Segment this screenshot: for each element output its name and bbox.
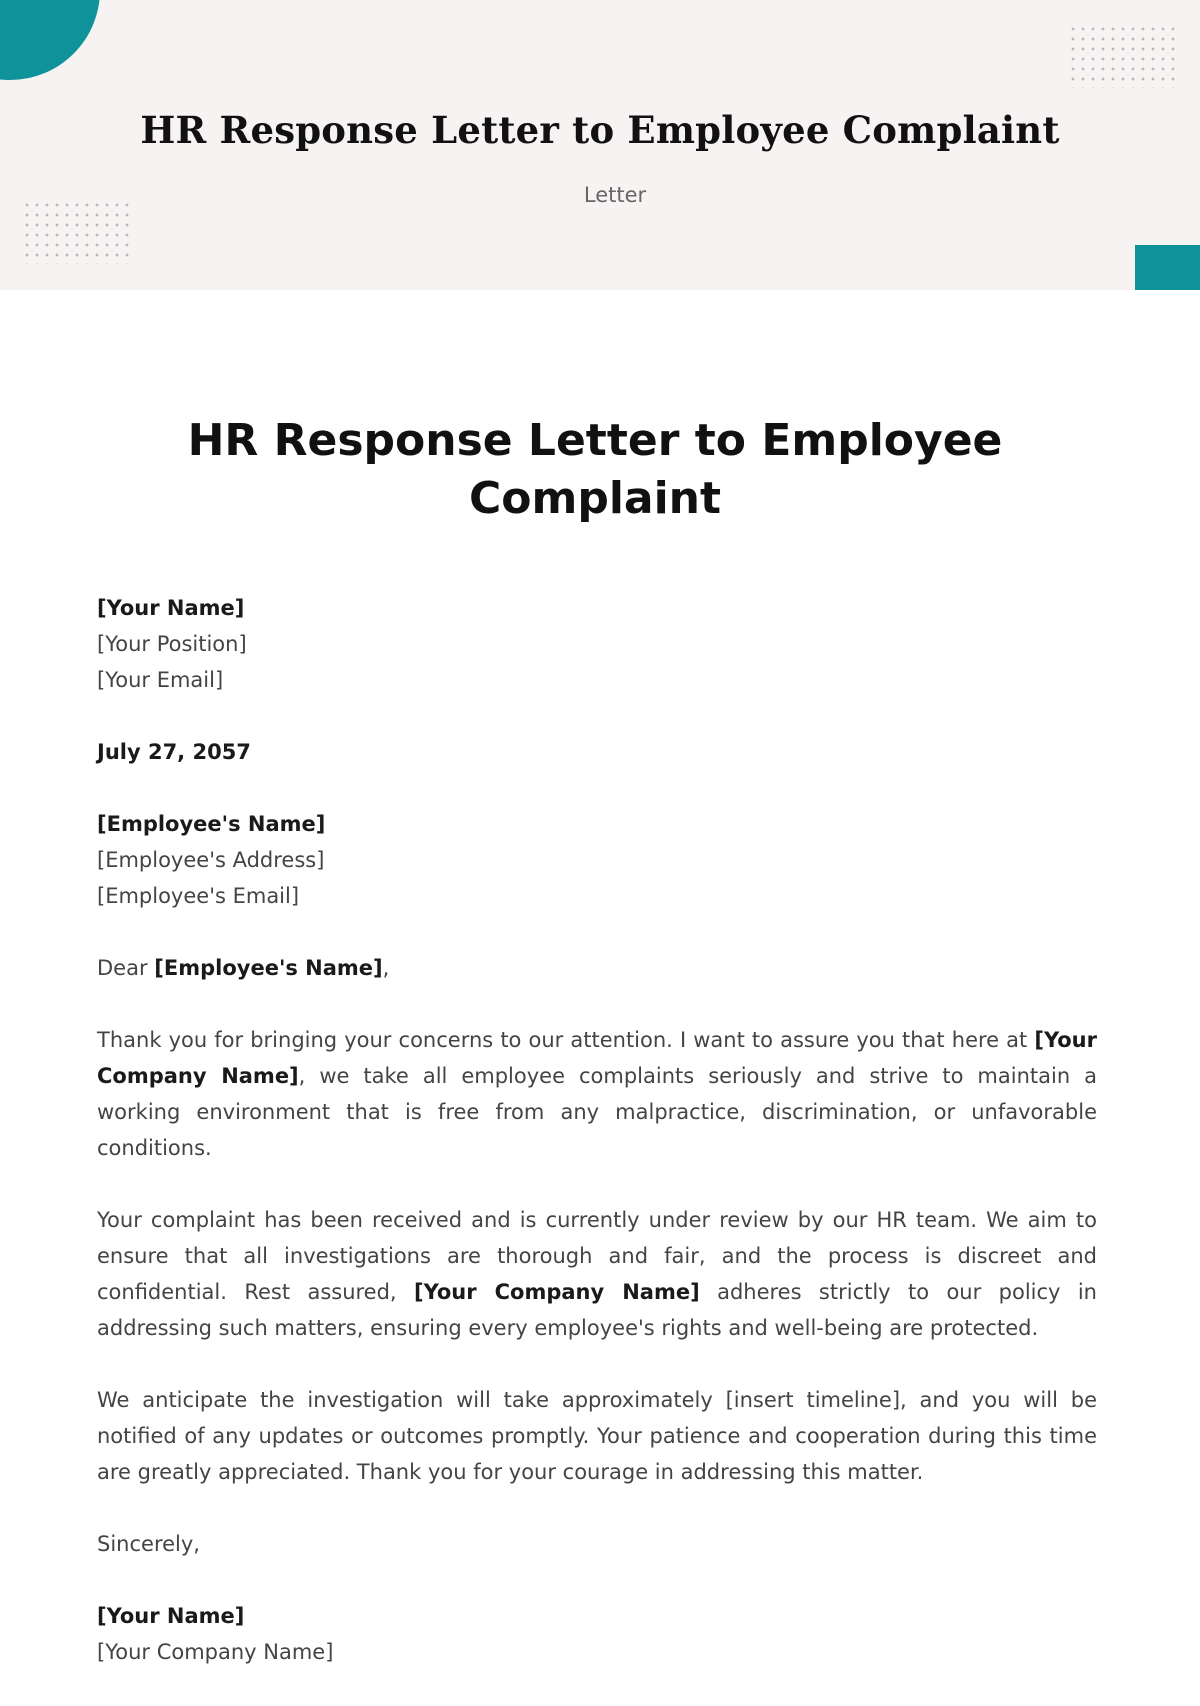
recipient-address: [Employee's Address]	[97, 848, 325, 872]
recipient-name: [Employee's Name]	[97, 812, 326, 836]
paragraph-1-company: [Your Company Name]	[97, 1028, 1097, 1088]
paragraph-3-text: We anticipate the investigation will take approximately [insert timeline], and you will be notified of any updates or outcomes promptly. Your patience and cooperation during this time are greatly appreciated. Thank you for your courage in addressing this matter.	[97, 1388, 1097, 1484]
salutation-name: [Employee's Name]	[154, 956, 383, 980]
document-title-line-1: HR Response Letter to Employee	[187, 415, 1003, 466]
paragraph-1-text-b: , we take all employee complaints seriously and strive to maintain a working environment that is free from any malpractice, discrimination, or unfavorable conditions.	[97, 1064, 1097, 1160]
document-title-line-2: Complaint	[468, 473, 722, 524]
paragraph-2-company: [Your Company Name]	[414, 1280, 700, 1304]
salutation	[97, 950, 1097, 986]
recipient-block	[97, 806, 1097, 914]
paragraph-2	[97, 1202, 1097, 1346]
decorative-dot-grid-bottom	[22, 200, 130, 264]
closing-text: Sincerely,	[97, 1532, 200, 1556]
sender-block	[97, 590, 1097, 698]
decorative-rectangle	[1135, 245, 1200, 290]
signature-name: [Your Name]	[97, 1604, 245, 1628]
salutation-suffix: ,	[382, 956, 390, 980]
closing-block	[97, 1526, 1097, 1562]
sender-position: [Your Position]	[97, 632, 247, 656]
paragraph-1	[97, 1022, 1097, 1166]
signature-block	[97, 1598, 1097, 1670]
letter-date: July 27, 2057	[97, 740, 251, 764]
signature-company: [Your Company Name]	[97, 1640, 334, 1664]
document-title	[180, 412, 1010, 528]
letter-body	[97, 590, 1097, 1706]
paragraph-2-text-a: Your complaint has been received and is currently under review by our HR team. We aim to ensure that all investigations are thorough and fair, and the process is discreet and confidential. Rest assured,	[97, 1208, 1097, 1304]
salutation-prefix: Dear	[97, 956, 148, 980]
paragraph-2-text-b: adheres strictly to our policy in addressing such matters, ensuring every employee's rights and well-being are protected.	[97, 1280, 1097, 1340]
sender-name: [Your Name]	[97, 596, 245, 620]
header-title: HR Response Letter to Employee Complaint	[140, 108, 1060, 152]
decorative-circle	[0, 0, 100, 80]
recipient-email: [Employee's Email]	[97, 884, 300, 908]
date-block	[97, 734, 1097, 770]
paragraph-3	[97, 1382, 1097, 1490]
paragraph-1-text-a: Thank you for bringing your concerns to our attention. I want to assure you that here at	[97, 1028, 1035, 1052]
decorative-dot-grid-top	[1068, 24, 1176, 88]
sender-email: [Your Email]	[97, 668, 224, 692]
header-subtitle: Letter	[583, 183, 647, 207]
